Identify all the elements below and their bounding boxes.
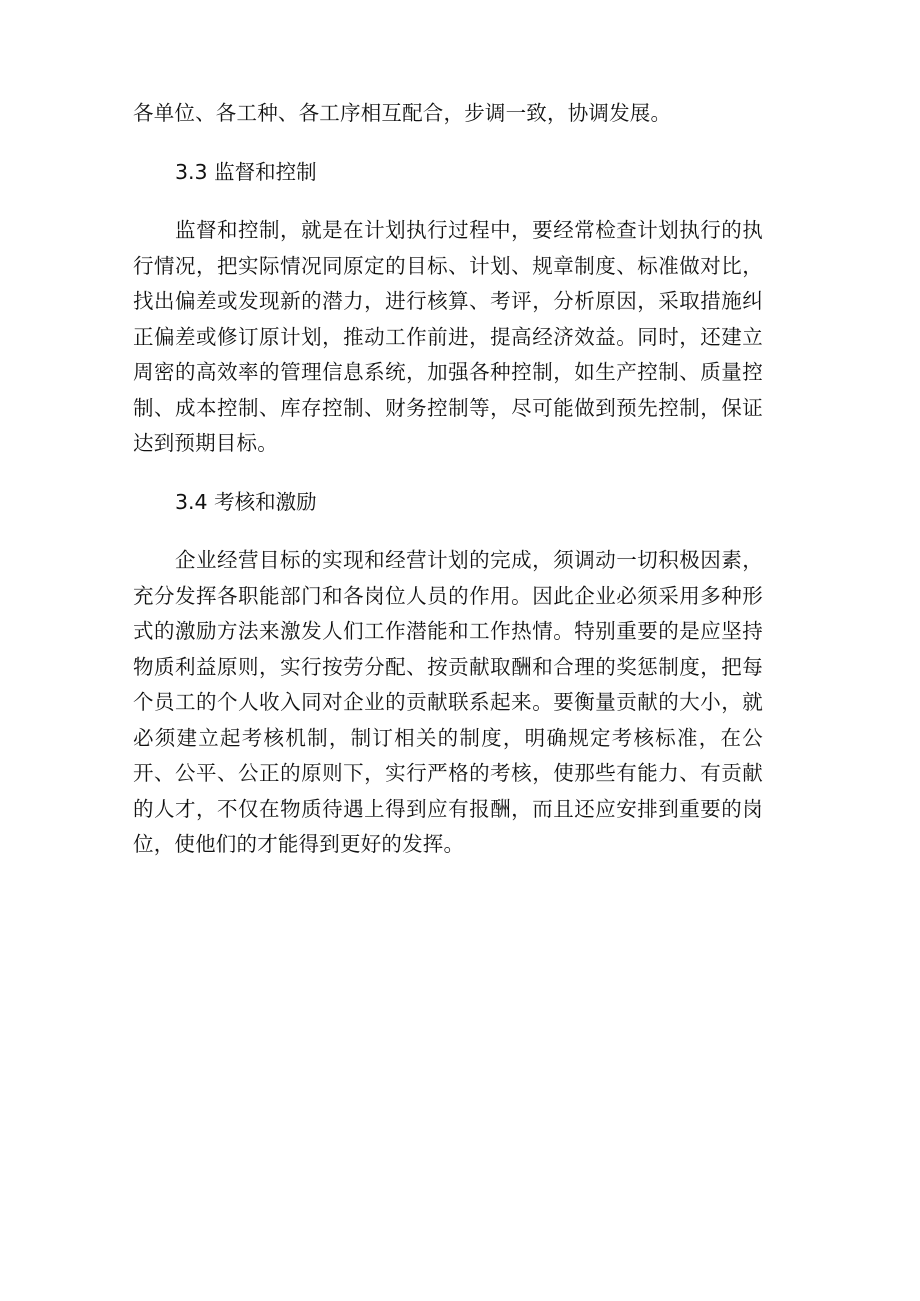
section-heading-3-4: 3.4 考核和激励 xyxy=(175,489,317,514)
document-content xyxy=(133,96,763,863)
section-heading-3-3: 3.3 监督和控制 xyxy=(175,159,317,184)
section-body-3-3: 监督和控制，就是在计划执行过程中，要经常检查计划执行的执行情况，把实际情况同原定的目标、计划、规章制度、标准做对比，找出偏差或发现新的潜力，进行核算、考评，分析原因，采取措施纠正偏差或修订原计划，推动工作前进，提高经济效益。同时，还建立周密的高效率的管理信息系统，加强各种控制，如生产控制、质量控制、成本控制、库存控制、财务控制等，尽可能做到预先控制，保证达到预期目标。 xyxy=(133,218,763,455)
intro-paragraph: 各单位、各工种、各工序相互配合，步调一致，协调发展。 xyxy=(133,101,672,125)
section-body-3-4: 企业经营目标的实现和经营计划的完成，须调动一切积极因素，充分发挥各职能部门和各岗位人员的作用。因此企业必须采用多种形式的激励方法来激发人们工作潜能和工作热情。特别重要的是应坚持物质利益原则，实行按劳分配、按贡献取酬和合理的奖惩制度，把每个员工的个人收入同对企业的贡献联系起来。要衡量贡献的大小，就必须建立起考核机制，制订相关的制度，明确规定考核标准，在公开、公平、公正的原则下，实行严格的考核，使那些有能力、有贡献的人才，不仅在物质待遇上得到应有报酬，而且还应安排到重要的岗位，使他们的才能得到更好的发挥。 xyxy=(133,548,763,856)
